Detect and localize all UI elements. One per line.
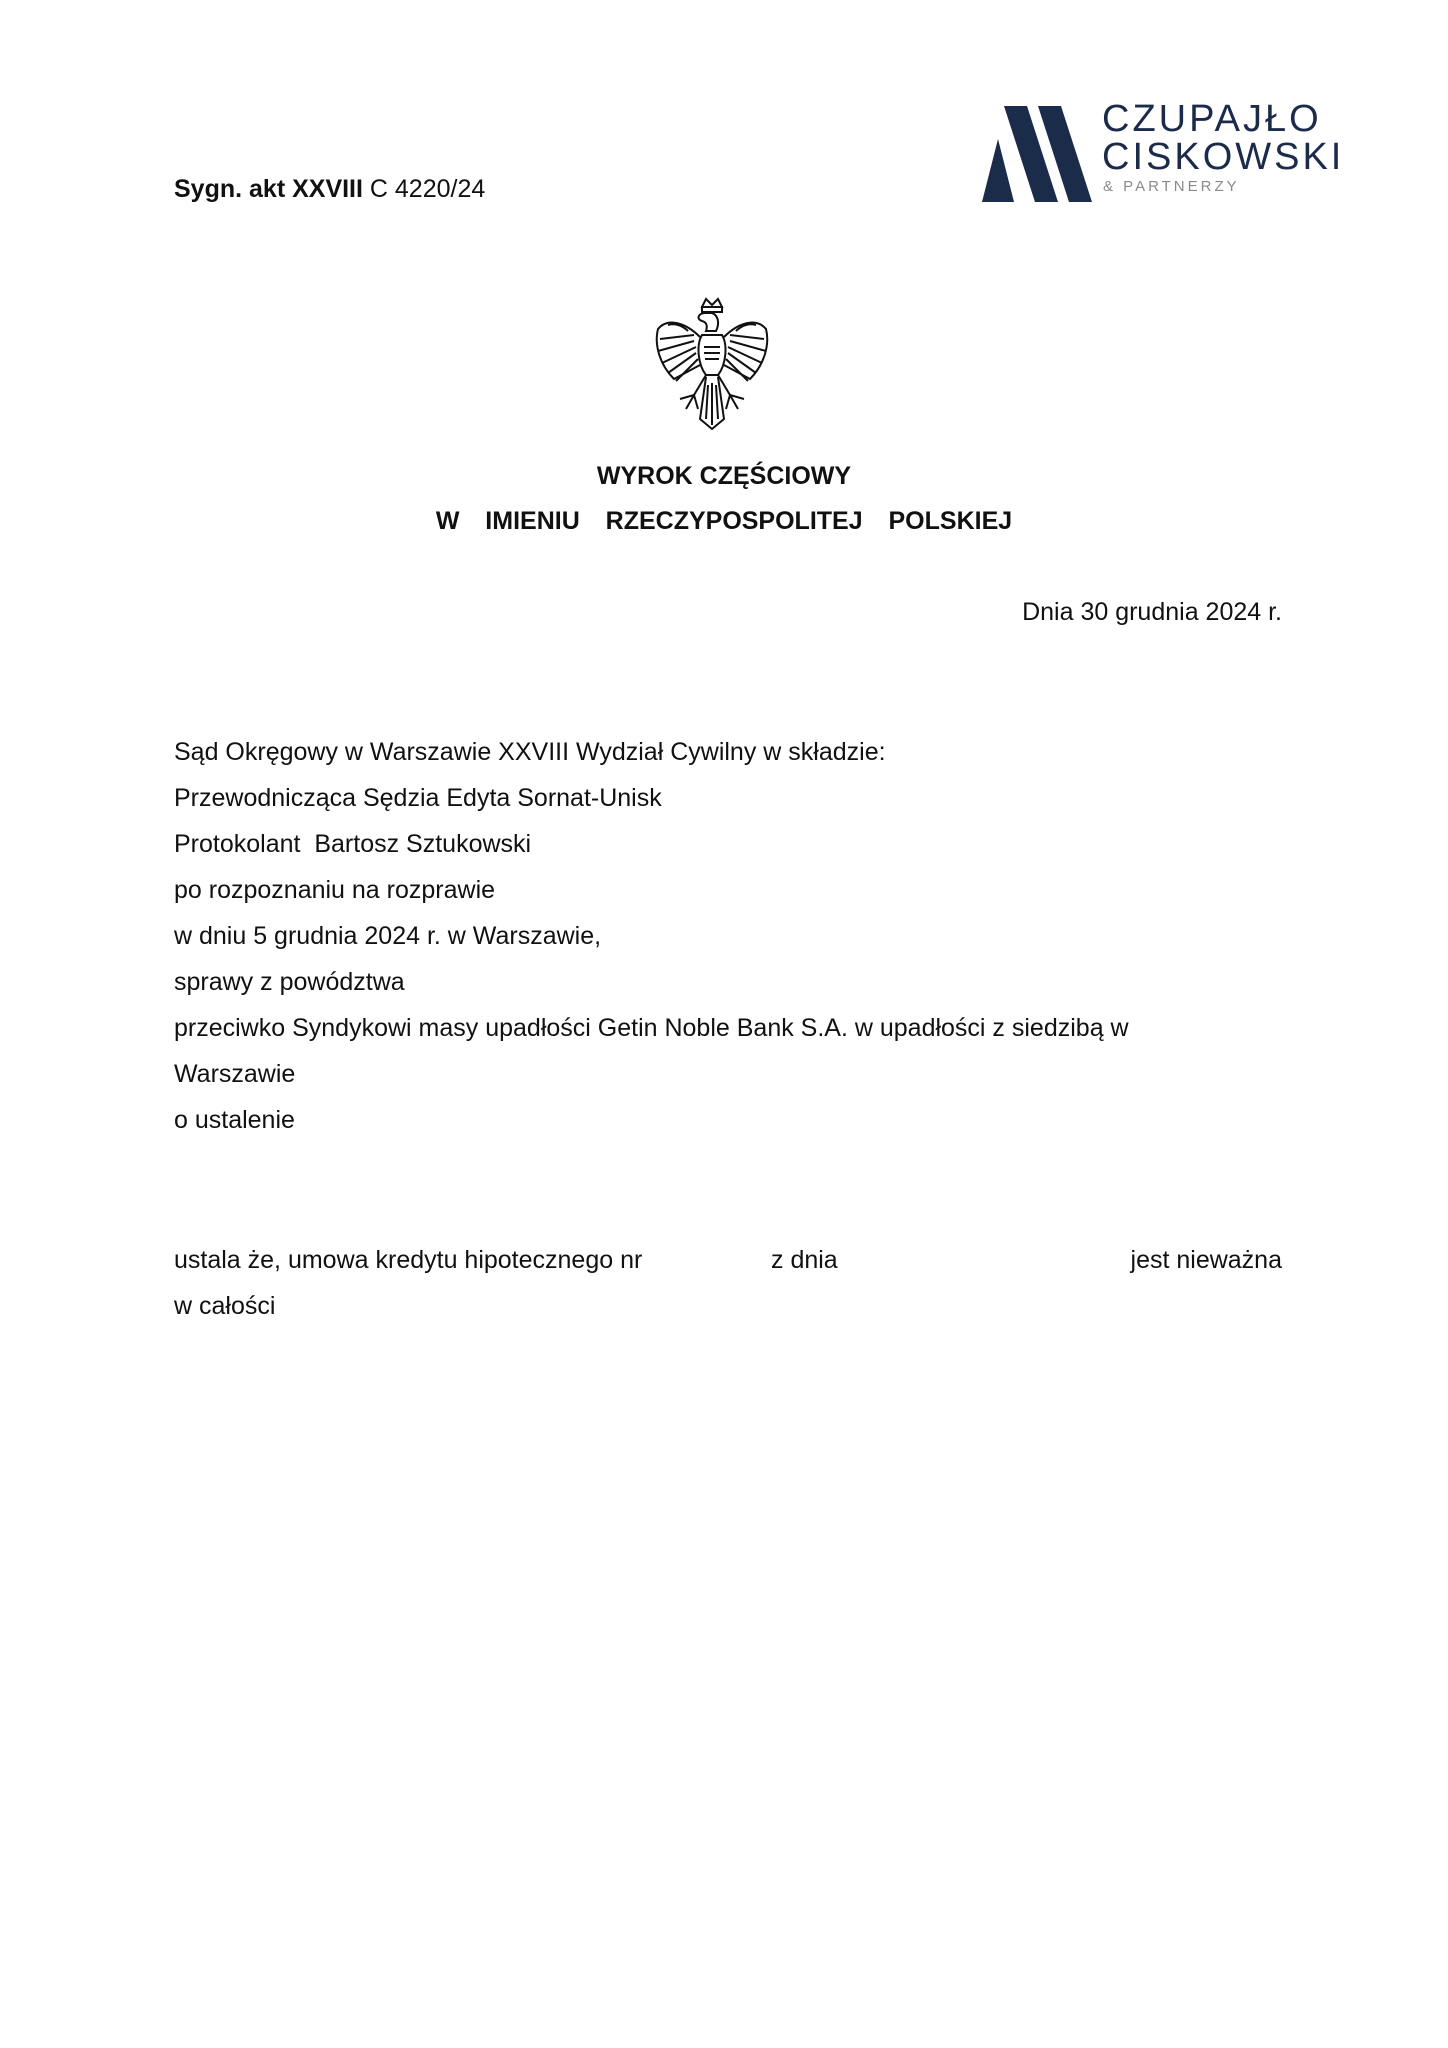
hearing-date: w dniu 5 grudnia 2024 r. w Warszawie, <box>174 922 602 950</box>
judgment-date: Dnia 30 grudnia 2024 r. <box>1022 598 1282 626</box>
logo-line-1: CZUPAJŁO <box>1102 98 1322 140</box>
law-firm-logo <box>982 98 1345 204</box>
case-number: C 4220/24 <box>369 175 486 203</box>
polish-eagle-emblem-icon <box>650 295 774 435</box>
decision-line-2: w całości <box>174 1292 276 1320</box>
decision-part-1: ustala że, umowa kredytu hipotecznego nr <box>174 1246 643 1274</box>
case-from: sprawy z powództwa <box>174 968 405 996</box>
judgment-title: WYROK CZĘŚCIOWY <box>596 462 852 490</box>
logo-line-3: & PARTNERZY <box>1103 178 1240 195</box>
hearing-info: po rozpoznaniu na rozprawie <box>174 876 496 904</box>
case-against-city: Warszawie <box>174 1060 296 1088</box>
logo-line-2: CISKOWSKI <box>1102 136 1345 178</box>
decision-line <box>174 1246 1282 1362</box>
logo-mark-icon <box>982 104 1094 204</box>
logo-name <box>1102 100 1344 176</box>
case-against: przeciwko Syndykowi masy upadłości Getin Noble Bank S.A. w upadłości z siedzibą w <box>174 1014 1129 1042</box>
presiding-judge: Przewodnicząca Sędzia Edyta Sornat-Unisk <box>174 784 662 812</box>
case-signature-label: Sygn. akt XXVIII <box>174 175 363 203</box>
decision-part-2: z dnia <box>771 1246 838 1274</box>
case-subject: o ustalenie <box>174 1106 295 1134</box>
case-signature <box>174 175 485 204</box>
court-clerk: Protokolant Bartosz Sztukowski <box>174 830 532 858</box>
decision-part-3: jest nieważna <box>1130 1246 1282 1274</box>
court-composition: Sąd Okręgowy w Warszawie XXVIII Wydział Cywilny w składzie: <box>174 738 886 766</box>
judgment-subtitle: W IMIENIU RZECZYPOSPOLITEJ POLSKIEJ <box>435 507 1013 535</box>
